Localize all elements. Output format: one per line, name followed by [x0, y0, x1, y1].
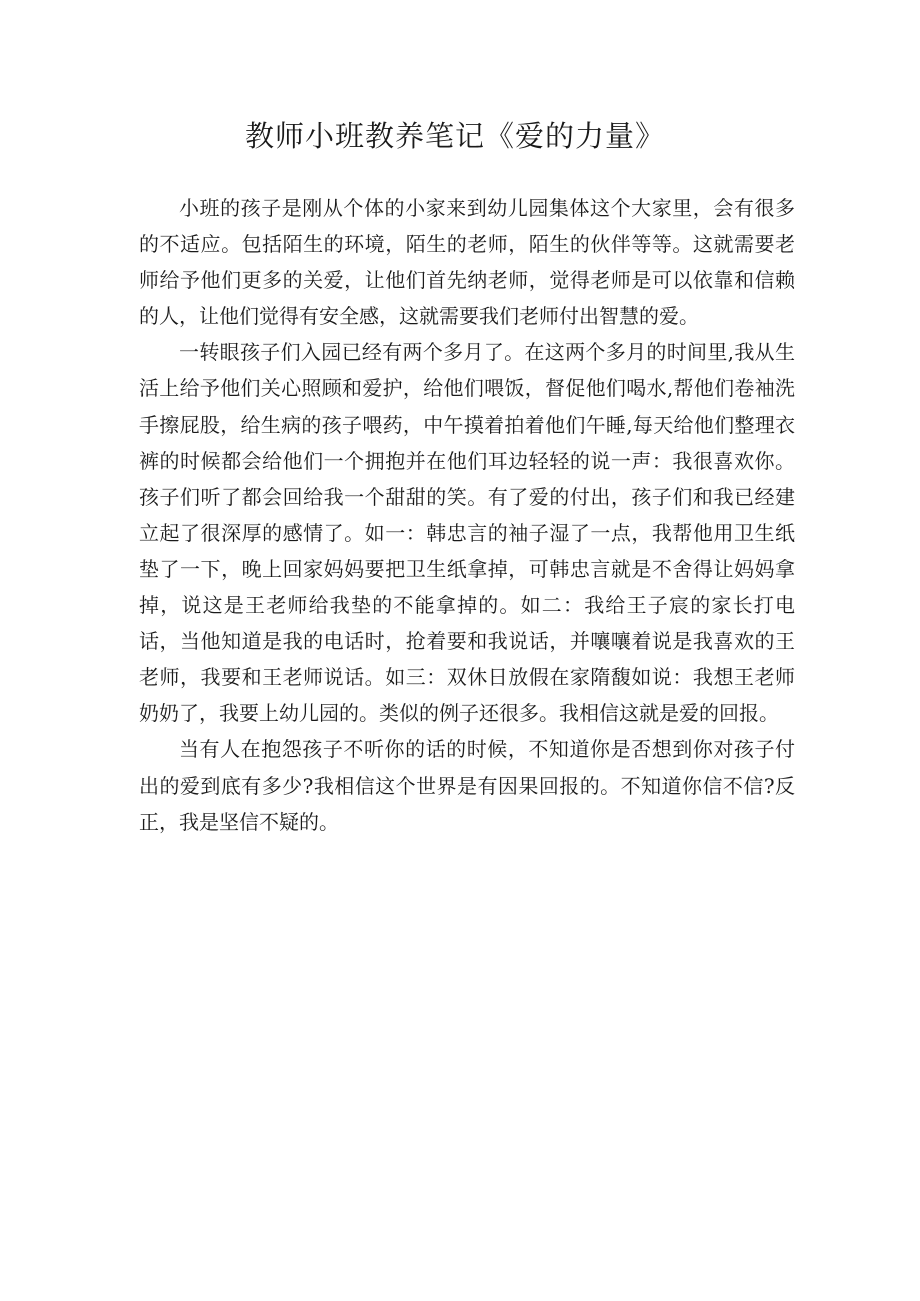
paragraph-2: 一转眼孩子们入园已经有两个多月了。在这两个多月的时间里,我从生活上给予他们关心照顾和爱护，给他们喂饭，督促他们喝水,帮他们卷袖洗手擦屁股，给生病的孩子喂药，中午摸着拍着他们午睡,每天给他们整理衣裤的时候都会给他们一个拥抱并在他们耳边轻轻的说一声：我很喜欢你。孩子们听了都会回给我一个甜甜的笑。有了爱的付出，孩子们和我已经建立起了很深厚的感情了。如一：韩忠言的袖子湿了一点，我帮他用卫生纸垫了一下，晚上回家妈妈要把卫生纸拿掉，可韩忠言就是不舍得让妈妈拿掉，说这是王老师给我垫的不能拿掉的。如二：我给王子宸的家长打电话，当他知道是我的电话时，抢着要和我说话，并嚷嚷着说是我喜欢的王老师，我要和王老师说话。如三：双休日放假在家隋馥如说：我想王老师奶奶了，我要上幼儿园的。类似的例子还很多。我相信这就是爱的回报。 [139, 340, 795, 726]
paragraph-1: 小班的孩子是刚从个体的小家来到幼儿园集体这个大家里，会有很多的不适应。包括陌生的环境，陌生的老师，陌生的伙伴等等。这就需要老师给予他们更多的关爱，让他们首先纳老师，觉得老师是可以依靠和信赖的人，让他们觉得有安全感，这就需要我们老师付出智慧的爱。 [139, 196, 795, 329]
document-title: 教师小班教养笔记《爱的力量》 [244, 119, 665, 153]
document-body [139, 190, 795, 840]
paragraph-3: 当有人在抱怨孩子不听你的话的时候，不知道你是否想到你对孩子付出的爱到底有多少?我相信这个世界是有因果回报的。不知道你信不信?反正，我是坚信不疑的。 [139, 737, 795, 834]
